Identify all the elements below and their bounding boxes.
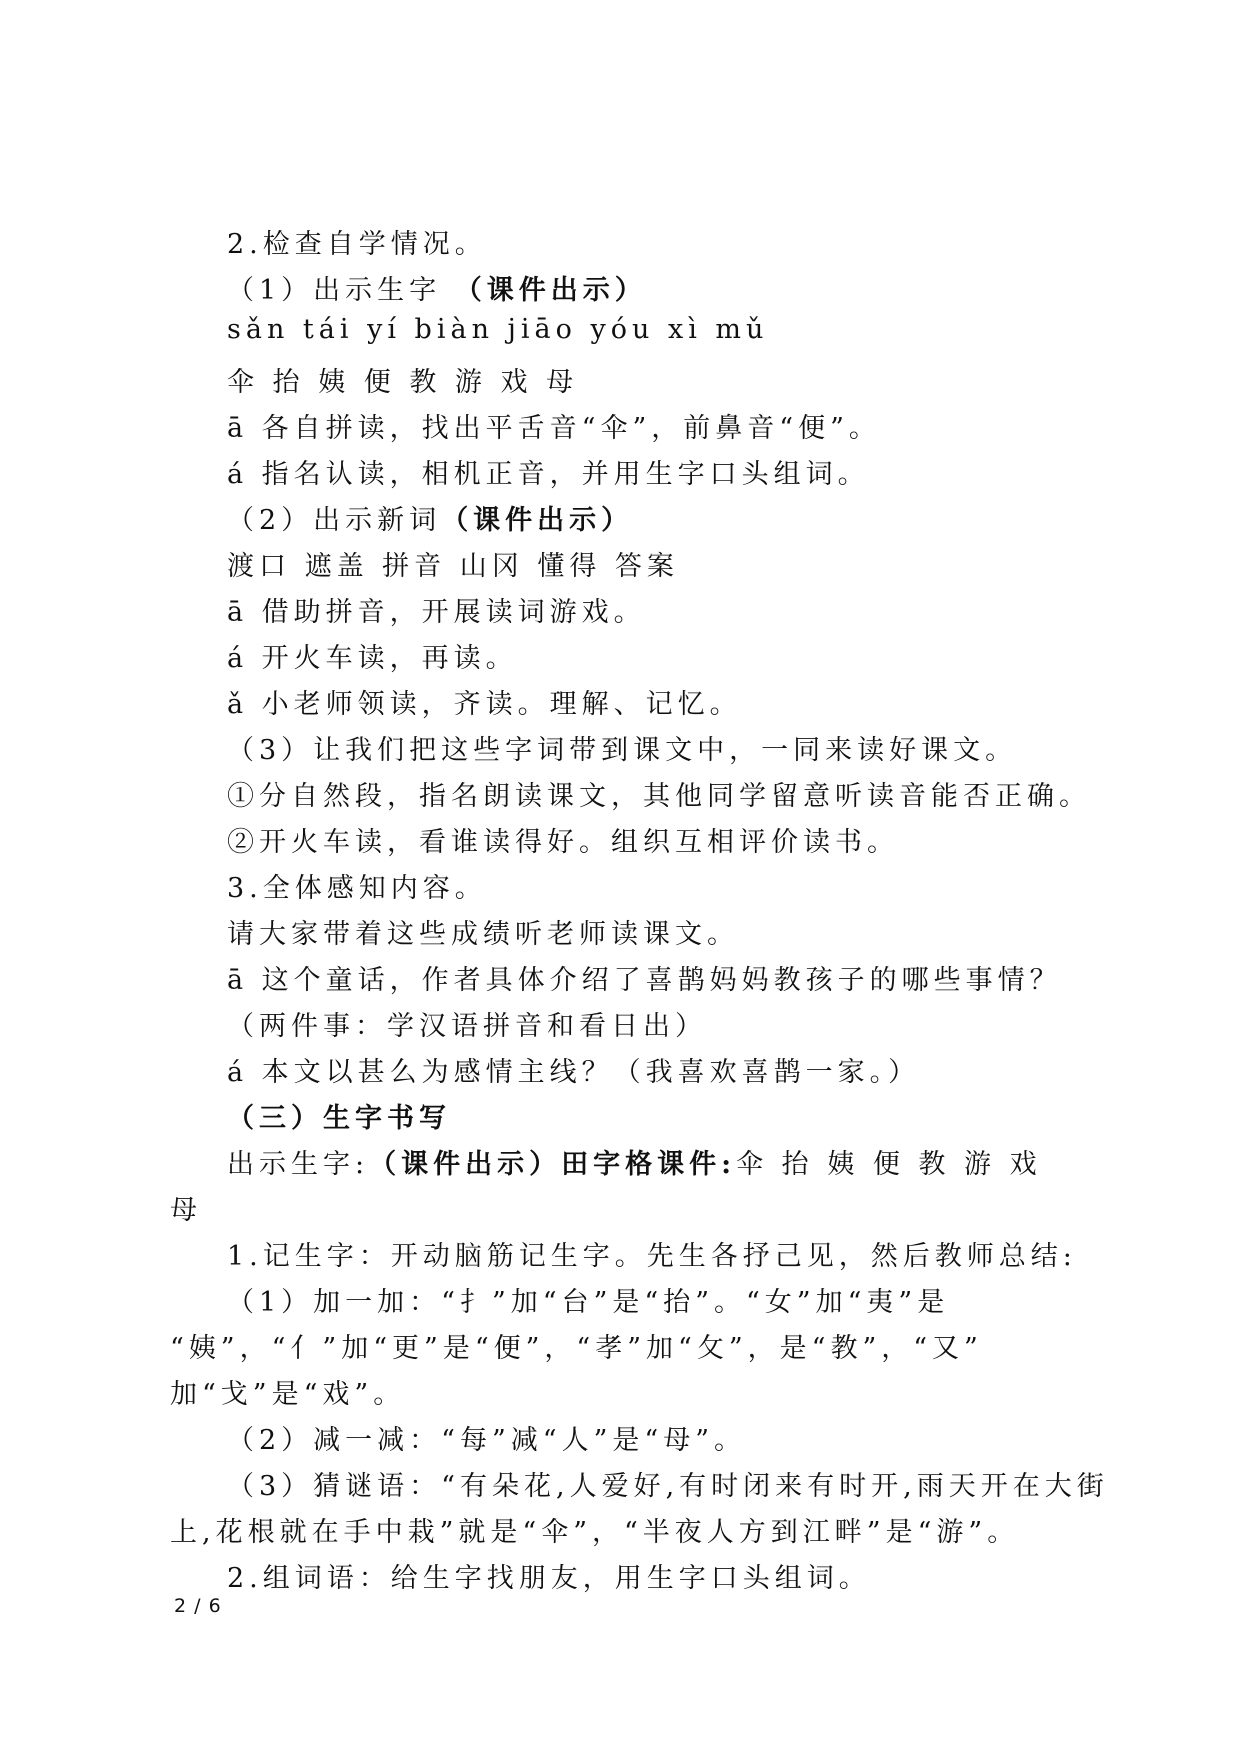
text-line: ā 各自拼读，找出平舌音“伞”，前鼻音“便”。	[227, 413, 881, 444]
text-line: （1）出示生字 （课件出示）	[227, 275, 647, 306]
text-line: 上,花根就在手中栽”就是“伞”，“半夜人方到江畔”是“游”。	[170, 1517, 1020, 1548]
section-heading: （三）生字书写	[227, 1103, 451, 1134]
text-line: á 本文以甚么为感情主线？（我喜欢喜鹊一家。）	[227, 1057, 921, 1088]
text-line: 2.组词语：给生字找朋友，用生字口头组词。	[227, 1563, 871, 1594]
text-line: ǎ 小老师领读，齐读。理解、记忆。	[227, 689, 742, 720]
pinyin-line: sǎn tái yí biàn jiāo yóu xì mǔ	[227, 314, 769, 345]
text-line: （3）让我们把这些字词带到课文中，一同来读好课文。	[227, 735, 1018, 766]
page-number: 2 / 6	[174, 1595, 222, 1617]
text-line: á 开火车读，再读。	[227, 643, 518, 674]
character-line: 伞 抬 姨 便 教 游 戏 母	[227, 367, 579, 398]
text-line: ā 这个童话，作者具体介绍了喜鹊妈妈教孩子的哪些事情？	[227, 965, 1062, 996]
text-line: （2）出示新词（课件出示）	[227, 505, 634, 536]
text-line: ①分自然段，指名朗读课文，其他同学留意听读音能否正确。	[227, 781, 1091, 812]
text-line: ②开火车读，看谁读得好。组织互相评价读书。	[227, 827, 899, 858]
text-line: 母	[170, 1195, 202, 1226]
text-line: 2.检查自学情况。	[227, 229, 487, 260]
text-line: 请大家带着这些成绩听老师读课文。	[227, 919, 739, 950]
text-line: （2）减一减：“每”减“人”是“母”。	[227, 1425, 746, 1456]
text-line: （两件事：学汉语拼音和看日出）	[227, 1011, 707, 1042]
text-line: 加“戈”是“戏”。	[170, 1379, 406, 1410]
text-line: ā 借助拼音，开展读词游戏。	[227, 597, 646, 628]
text-line: 3.全体感知内容。	[227, 873, 487, 904]
text-line: á 指名认读，相机正音，并用生字口头组词。	[227, 459, 870, 490]
text-line: 渡口 遮盖 拼音 山冈 懂得 答案	[227, 551, 679, 582]
text-line: （1）加一加：“扌”加“台”是“抬”。“女”加“夷”是	[227, 1287, 950, 1318]
text-line: “姨”，“亻”加“更”是“便”，“孝”加“攵”，是“教”，“又”	[170, 1333, 983, 1364]
text-line: 1.记生字：开动脑筋记生字。先生各抒己见，然后教师总结:	[227, 1241, 1077, 1272]
text-line: （3）猜谜语：“有朵花,人爱好,有时闭来有时开,雨天开在大街	[227, 1471, 1109, 1502]
text-line: 出示生字:（课件出示）田字格课件:伞 抬 姨 便 教 游 戏	[227, 1149, 1042, 1180]
